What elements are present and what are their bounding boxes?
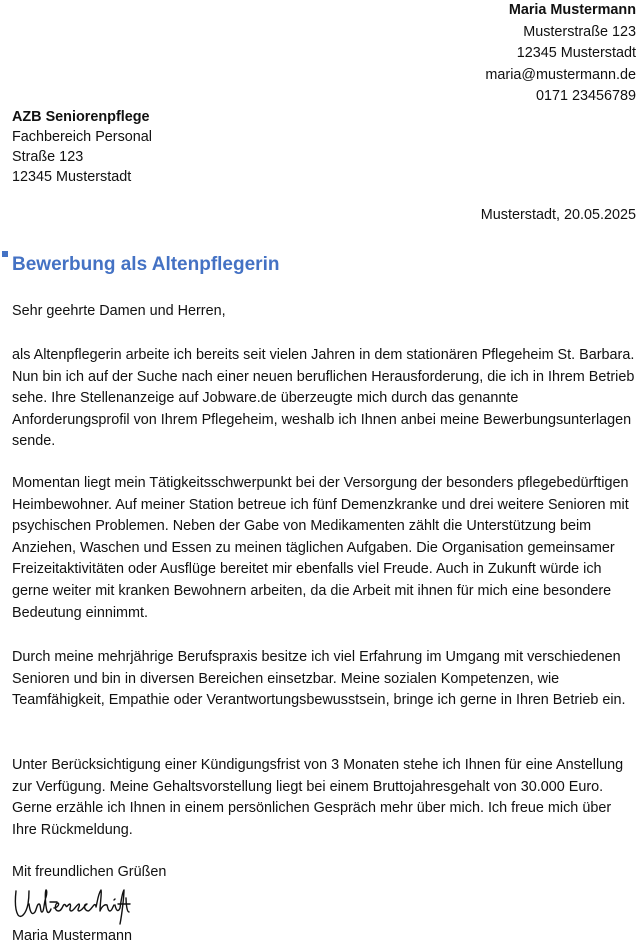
recipient-street: Straße 123: [12, 149, 84, 165]
recipient-company: AZB Seniorenpflege: [12, 109, 150, 125]
signer-name: Maria Mustermann: [12, 928, 132, 944]
sender-address-block: [485, 0, 636, 108]
paragraph-experience: Momentan liegt mein Tätigkeitsschwerpunkt bei der Versorgung der besonders pflegebedürftigen Heimbewohner. Auf meiner Station betreue ich fünf Demenzkranke und drei weitere Senioren mit psychischen Problemen. Neben der Gabe von Medikamenten zählt die Unterstützung beim Anziehen, Waschen und Essen zu meinen täglichen Aufgaben. Die Organisation gemeinsamer Freizeitaktivitäten oder Ausflüge bereitet mir ebenfalls viel Freude. Auch in Zukunft würde ich gerne weiter mit kranken Bewohnern arbeiten, da die Arbeit mit ihnen für mich eine besondere Bedeutung einnimmt.: [12, 475, 629, 621]
sender-city: 12345 Musterstadt: [516, 45, 636, 61]
recipient-address-block: [12, 107, 152, 187]
recipient-department: Fachbereich Personal: [12, 129, 152, 145]
paragraph-competencies: Durch meine mehrjährige Berufspraxis besitze ich viel Erfahrung im Umgang mit verschiedenen Senioren und bin in diversen Bereichen einsetzbar. Meine sozialen Kompetenzen, wie Teamfähigkeit, Empathie oder Verantwortungsbewusstsein, bringe ich gerne in Ihren Betrieb ein.: [12, 649, 626, 709]
paragraph-availability: Unter Berücksichtigung einer Kündigungsfrist von 3 Monaten stehe ich Ihnen für eine Anstellung zur Verfügung. Meine Gehaltsvorstellung liegt bei einem Bruttojahresgehalt von 30.000 Euro. Gerne erzähle ich Ihnen in einem persönlichen Gespräch mehr über mich. Ich freue mich über Ihre Rückmeldung.: [12, 757, 624, 838]
sender-name: Maria Mustermann: [508, 2, 636, 18]
subject-marker: [2, 251, 8, 257]
letter-date: Musterstadt, 20.05.2025: [480, 207, 636, 223]
sender-email: maria@mustermann.de: [485, 66, 636, 83]
subject-heading: Bewerbung als Altenpflegerin: [12, 254, 280, 275]
sender-street: Musterstraße 123: [523, 23, 636, 40]
signature-image: [10, 882, 135, 926]
recipient-city: 12345 Musterstadt: [12, 169, 132, 185]
salutation: Sehr geehrte Damen und Herren,: [12, 303, 226, 319]
sender-phone: 0171 23456789: [535, 88, 636, 104]
closing-phrase: Mit freundlichen Grüßen: [12, 864, 167, 880]
paragraph-intro: als Altenpflegerin arbeite ich bereits seit vielen Jahren in dem stationären Pflegeheim St. Barbara. Nun bin ich auf der Suche nach einer neuen beruflichen Herausforderung, die ich in Ihrem Betrieb sehe. Ihre Stellenanzeige auf Jobware.de überzeugte mich durch das genannte Anforderungsprofil von Ihrem Pflegeheim, weshalb ich Ihnen anbei meine Bewerbungsunterlagen sende.: [12, 347, 635, 450]
